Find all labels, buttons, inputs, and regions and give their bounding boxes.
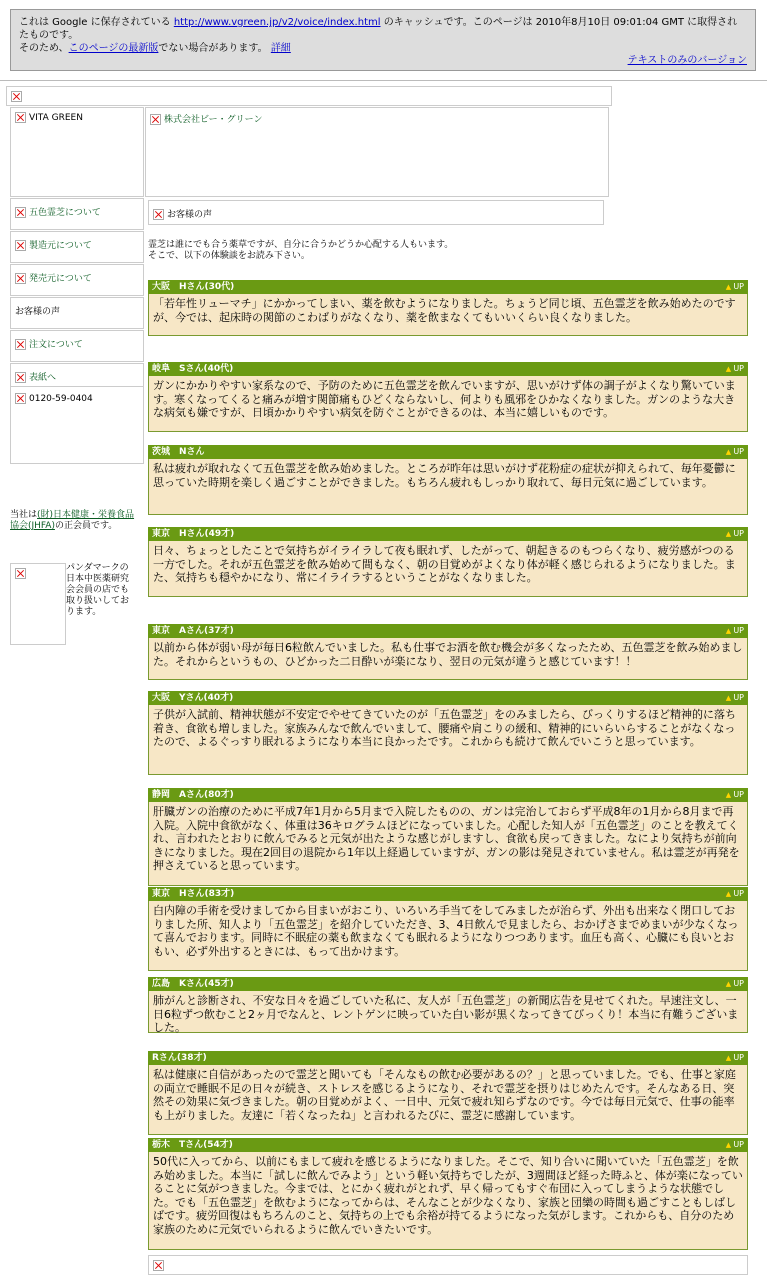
cached-url-link[interactable]: http://www.vgreen.jp/v2/voice/index.html	[173, 17, 381, 28]
broken-image-icon	[15, 393, 26, 404]
broken-image-icon	[150, 114, 161, 125]
nav-label: 注文について	[29, 340, 83, 350]
testimonial-card	[148, 527, 748, 597]
testimonial-text: 私は健康に自信があったので霊芝と聞いても「そんなもの飲む必要があるの？」と思っていました。でも、仕事と家庭の両立で睡眠不足の日々が続き、ストレスを感じるようになり、それで霊芝を摂りはじめたんです。そんなある日、突然その効果に気づきました。朝の目覚めがよく、一日中、元気で疲れ知らずなのです。今では毎日元気で、仕事の能率も上がりました。友達に「若くなったね」と言われるたびに、霊芝に感謝しています。	[148, 1065, 748, 1135]
latest-version-link[interactable]: このページの最新版	[68, 43, 159, 54]
testimonial-author: 東京 Hさん(83才)	[152, 889, 235, 899]
testimonial-card	[148, 362, 748, 432]
cache-notice-line1	[19, 16, 747, 42]
broken-image-icon	[153, 209, 164, 220]
testimonial-text: ガンにかかりやすい家系なので、予防のために五色霊芝を飲んでいますが、思いがけず体の調子がよくなり驚いています。寒くなってくると痛みが増す関節痛もひどくならないし、何よりも風邪をひかなくなりました。ガンのような大きな病気も嫌ですが、日頃かかりやすい病気を防ぐことができるのは、本当に嬉しいものです。	[148, 376, 748, 432]
testimonial-header	[148, 280, 748, 294]
scroll-up-link[interactable]: ▲ UP	[726, 1139, 744, 1151]
company-name-box	[145, 107, 609, 197]
testimonial-author: 大阪 Hさん(30代)	[152, 282, 235, 292]
testimonial-author: 岐阜 Sさん(40代)	[152, 364, 234, 374]
panda-mark-note: パンダマークの日本中医薬研究会会員の店でも取り扱いしております。	[66, 563, 130, 617]
testimonial-text: 「若年性リューマチ」にかかってしまい、薬を飲むようになりました。ちょうど同じ頃、五色霊芝を飲み始めたのですが、今では、起床時の関節のこわばりがなくなり、薬を飲まなくてもいいくらい良くなりました。	[148, 294, 748, 336]
nav-item-customer-voice[interactable]	[10, 297, 144, 329]
broken-image-icon	[15, 240, 26, 251]
scroll-up-link[interactable]: ▲ UP	[726, 789, 744, 801]
testimonial-card	[148, 691, 748, 775]
testimonial-author: 茨城 Nさん	[152, 447, 205, 457]
testimonial-card	[148, 1138, 748, 1250]
testimonial-card	[148, 977, 748, 1033]
text-only-version-link[interactable]: テキストのみのバージョン	[627, 55, 747, 66]
testimonial-author: 栃木 Tさん(54才)	[152, 1140, 233, 1150]
testimonial-header	[148, 1138, 748, 1152]
testimonial-text: 肝臓ガンの治療のために平成7年1月から5月まで入院したものの、ガンは完治しておらず平成8年の1月から8月まで再入院。入院中食欲がなく、体重は36キログラムほどになっていました。心配した知人が「五色霊芝」のことを教えてくれ、言われたとおりに飲んでみると元気が出たような感じがしますし、食欲も戻ってきました。なにより気持ちが前向きになりました。現在2回目の退院から1年以上経過していますが、ガンの影は発見されていません。私は霊芝が再発を押さえていると思っています。	[148, 802, 748, 886]
details-link[interactable]: 詳細	[270, 43, 291, 54]
membership-note	[10, 510, 140, 532]
scroll-up-link[interactable]: ▲ UP	[726, 888, 744, 900]
cache-text: そのため、	[19, 43, 69, 54]
testimonial-author: 大阪 Yさん(40才)	[152, 693, 234, 703]
testimonial-header	[148, 691, 748, 705]
testimonial-author: Rさん(38才)	[152, 1053, 207, 1063]
testimonial-text: 私は疲れが取れなくて五色霊芝を飲み始めました。ところが昨年は思いがけず花粉症の症状が抑えられて、毎年憂鬱に思っていた時期を楽しく過ごすことができました。もちろん疲れもしっかり取れて、毎日元気に過ごしています。	[148, 459, 748, 515]
broken-image-icon	[15, 112, 26, 123]
intro-text	[148, 240, 453, 262]
scroll-up-link[interactable]: ▲ UP	[726, 363, 744, 375]
nav-item-order[interactable]	[10, 330, 144, 362]
testimonial-text: 50代に入ってから、以前にもまして疲れを感じるようになりました。そこで、知り合いに聞いていた「五色霊芝」を飲み始めました。本当に「試しに飲んでみよう」という軽い気持ちでしたが、3週間ほど経った時ふと、体が楽になっていることに気がつきました。今までは、とにかく疲れがとれず、早く帰ってもすぐ布団に入ってしまうような状態でした。でも「五色霊芝」を飲むようになってからは、そんなことが少なくなり、家族と団欒の時間も過ごすこともしばしばです。疲労回復はもちろんのこと、気持ちの上でも余裕が持てるようになった気がします。これからも、自分のため家族のために元気でいられるように飲んでいきたいです。	[148, 1152, 748, 1250]
broken-image-icon	[15, 339, 26, 350]
testimonial-header	[148, 977, 748, 991]
nav-item-distributor[interactable]	[10, 264, 144, 296]
page-title-text: お客様の声	[167, 210, 213, 220]
nav-label: 製造元について	[29, 241, 92, 251]
testimonial-header	[148, 624, 748, 638]
broken-image-icon	[15, 372, 26, 383]
footer-image	[148, 1255, 748, 1275]
nav-item-about-reishi[interactable]	[10, 198, 144, 230]
broken-image-icon	[15, 568, 26, 579]
testimonial-author: 広島 Kさん(45才)	[152, 979, 234, 989]
scroll-up-link[interactable]: ▲ UP	[726, 978, 744, 990]
testimonial-card	[148, 624, 748, 680]
testimonial-card	[148, 445, 748, 515]
divider	[0, 80, 767, 81]
broken-image-icon	[15, 273, 26, 284]
brand-logo-box	[10, 107, 144, 197]
testimonial-header	[148, 887, 748, 901]
cache-notice-bar	[10, 9, 756, 71]
scroll-up-link[interactable]: ▲ UP	[726, 625, 744, 637]
jhfa-link[interactable]: (財)日本健康・栄養食品協会(JHFA)	[10, 510, 135, 531]
testimonial-header	[148, 527, 748, 541]
scroll-up-link[interactable]: ▲ UP	[726, 281, 744, 293]
intro-line: そこで、以下の体験談をお読み下さい。	[148, 251, 310, 261]
testimonial-author: 東京 Hさん(49才)	[152, 529, 235, 539]
broken-image-icon	[15, 207, 26, 218]
testimonial-card	[148, 788, 748, 886]
nav-label: 表紙へ	[29, 373, 57, 383]
panda-mark-image	[10, 563, 66, 645]
testimonial-author: 東京 Aさん(37才)	[152, 626, 234, 636]
nav-phone-box	[10, 386, 144, 464]
top-banner-image	[6, 86, 612, 106]
testimonial-header	[148, 362, 748, 376]
testimonial-text: 日々、ちょっとしたことで気持ちがイライラして夜も眠れず、したがって、朝起きるのもつらくなり、疲労感がつのる一方でした。それが五色霊芝を飲み始めて間もなく、朝の目覚めがよくなり体が軽く感じられるようになりました。また、気持ちも穏やかになり、常にイライラするということがなくなりました。	[148, 541, 748, 597]
nav-label: 五色霊芝について	[29, 208, 101, 218]
membership-text: 当社は	[10, 510, 38, 520]
phone-number: 0120-59-0404	[29, 394, 93, 404]
cache-text: でない場合があります。	[158, 43, 268, 54]
testimonial-header	[148, 788, 748, 802]
scroll-up-link[interactable]: ▲ UP	[726, 1052, 744, 1064]
testimonial-card	[148, 1051, 748, 1135]
nav-item-manufacturer[interactable]	[10, 231, 144, 263]
nav-label: お客様の声	[15, 307, 61, 317]
broken-image-icon	[153, 1260, 164, 1271]
testimonial-text: 肺がんと診断され、不安な日々を過ごしていた私に、友人が「五色霊芝」の新聞広告を見せてくれた。早速注文し、一日6粒ずつ飲むこと2ヶ月でなんと、レントゲンに映っていた白い影が黒くなってきてびっくり！本当に有難うございました。	[148, 991, 748, 1033]
testimonial-header	[148, 445, 748, 459]
testimonial-card	[148, 280, 748, 336]
testimonial-text: 子供が入試前、精神状態が不安定でやせてきていたのが「五色霊芝」をのみましたら、びっくりするほど精神的に落ち着き、食欲も増しました。家族みんなで飲んでいまして、腰痛や肩こりの緩和、精神的にいらいらすることがなくなったので、よるぐっすり眠れるようになり本当に良かったです。これからも続けて飲んでいこうと思っています。	[148, 705, 748, 775]
cache-text: これは Google に保存されている	[19, 17, 171, 28]
testimonial-card	[148, 887, 748, 971]
company-name-alt: 株式会社ビー・グリーン	[164, 115, 263, 125]
testimonial-author: 静岡 Aさん(80才)	[152, 790, 234, 800]
page-title	[148, 200, 604, 225]
testimonial-text: 以前から体が弱い母が毎日6粒飲んでいました。私も仕事でお酒を飲む機会が多くなったため、五色霊芝を飲み始めました。それからというもの、ひどかった二日酔いが楽になり、翌日の元気が違うと感じています！！	[148, 638, 748, 680]
testimonial-text: 白内障の手術を受けましてから目まいがおこり、いろいろ手当てをしてみましたが治らず、外出も出来なく閉口しておりました所、知人より「五色霊芝」を紹介していただき、3、4日飲んで見ましたら、おかげさまでめまいが少なくなって喜んでおります。同時に不眠症の薬も飲まなくても眠れるようになりつつあります。血圧も高く、心臓にも良いとおもい、必ず外出するときには、もって出かけます。	[148, 901, 748, 971]
scroll-up-link[interactable]: ▲ UP	[726, 692, 744, 704]
testimonial-header	[148, 1051, 748, 1065]
broken-image-icon	[11, 91, 22, 102]
membership-text: の正会員です。	[54, 521, 118, 531]
scroll-up-link[interactable]: ▲ UP	[726, 528, 744, 540]
cache-text: のキャッシュです。このページは 2010年8月10日 09:01:04 GMT に取得されたものです。	[19, 17, 738, 41]
nav-label: 発売元について	[29, 274, 92, 284]
brand-logo-alt: VITA GREEN	[29, 113, 83, 123]
scroll-up-link[interactable]: ▲ UP	[726, 446, 744, 458]
intro-line: 霊芝は誰にでも合う薬草ですが、自分に合うかどうか心配する人もいます。	[148, 240, 454, 250]
